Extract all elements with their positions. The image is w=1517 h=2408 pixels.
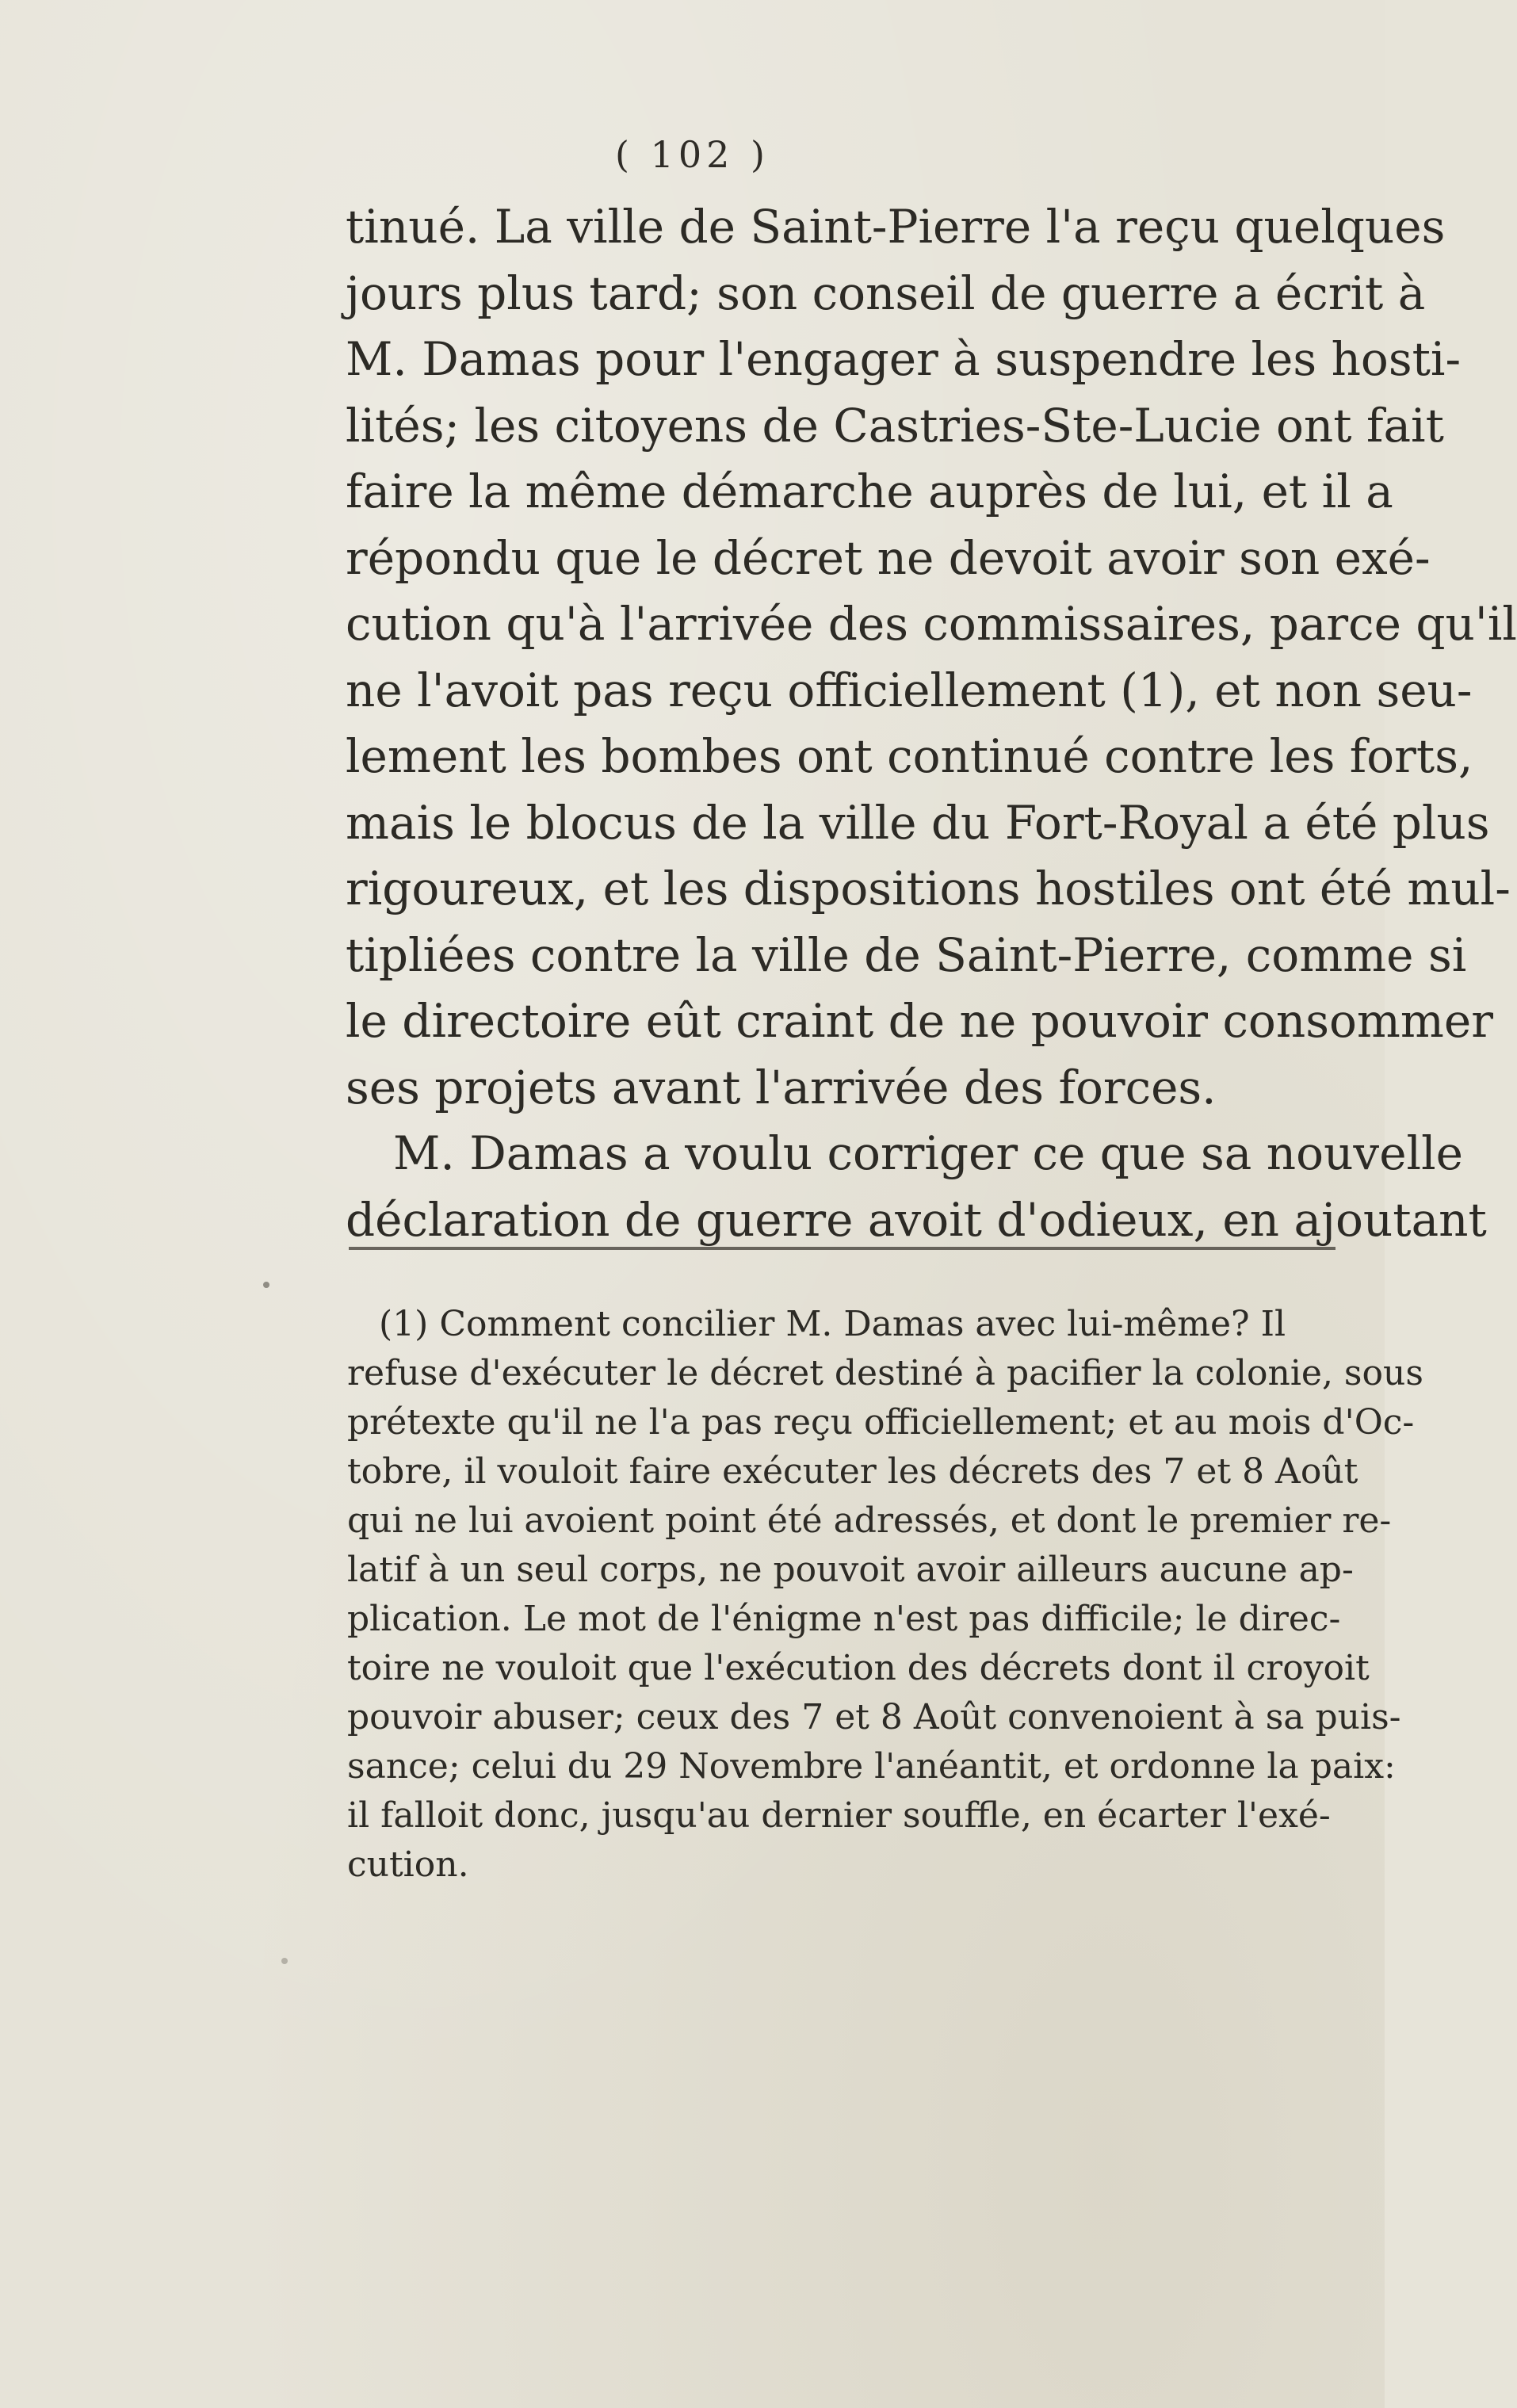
footnote-line: pouvoir abuser; ceux des 7 et 8 Août convenoient à sa puis-	[347, 1697, 1401, 1737]
page-number: ( 102 )	[615, 133, 770, 176]
footnote-line: prétexte qu'il ne l'a pas reçu officiellement; et au mois d'Oc-	[347, 1402, 1415, 1443]
footnote	[347, 1300, 1423, 1890]
text-line: cution qu'à l'arrivée des commissaires, parce qu'il	[346, 597, 1517, 651]
footnote-line: plication. Le mot de l'énigme n'est pas difficile; le direc-	[347, 1599, 1341, 1639]
footnote-line: il falloit donc, jusqu'au dernier souffle, en écarter l'exé-	[347, 1795, 1331, 1836]
ink-speck	[281, 1958, 288, 1964]
text-line: mais le blocus de la ville du Fort-Royal a été plus	[346, 795, 1490, 850]
footnote-line: cution.	[347, 1844, 469, 1885]
footnote-line: sance; celui du 29 Novembre l'anéantit, et ordonne la paix:	[347, 1746, 1396, 1787]
main-text	[346, 194, 1517, 1253]
text-line: répondu que le décret ne devoit avoir son exé-	[346, 530, 1431, 585]
text-line: faire la même démarche auprès de lui, et il a	[346, 464, 1393, 518]
footnote-line: latif à un seul corps, ne pouvoit avoir ailleurs aucune ap-	[347, 1550, 1354, 1590]
text-line: lement les bombes ont continué contre les forts,	[346, 729, 1473, 783]
footnote-line: (1) Comment concilier M. Damas avec lui-même? Il	[379, 1304, 1286, 1344]
text-line: tipliées contre la ville de Saint-Pierre, comme si	[346, 927, 1467, 982]
text-line: ne l'avoit pas reçu officiellement (1), et non seu-	[346, 663, 1473, 717]
footnote-separator	[349, 1247, 1335, 1250]
text-line: lités; les citoyens de Castries-Ste-Lucie ont fait	[346, 398, 1444, 453]
footnote-line: qui ne lui avoient point été adressés, et dont le premier re-	[347, 1500, 1392, 1541]
footnote-line: refuse d'exécuter le décret destiné à pacifier la colonie, sous	[347, 1353, 1423, 1393]
text-line: tinué. La ville de Saint-Pierre l'a reçu quelques	[346, 200, 1446, 254]
text-line: jours plus tard; son conseil de guerre a écrit à	[346, 266, 1426, 320]
text-line: M. Damas a voulu corriger ce que sa nouvelle	[393, 1126, 1463, 1180]
footnote-line: toire ne vouloit que l'exécution des décrets dont il croyoit	[347, 1648, 1370, 1688]
text-line: déclaration de guerre avoit d'odieux, en ajoutant	[346, 1192, 1487, 1247]
text-line: le directoire eût craint de ne pouvoir consommer	[346, 994, 1493, 1048]
text-line: ses projets avant l'arrivée des forces.	[346, 1060, 1217, 1114]
ink-speck	[263, 1282, 269, 1288]
text-line: M. Damas pour l'engager à suspendre les hosti-	[346, 332, 1462, 386]
footnote-line: tobre, il vouloit faire exécuter les décrets des 7 et 8 Août	[347, 1451, 1358, 1492]
text-line: rigoureux, et les dispositions hostiles ont été mul-	[346, 862, 1511, 915]
